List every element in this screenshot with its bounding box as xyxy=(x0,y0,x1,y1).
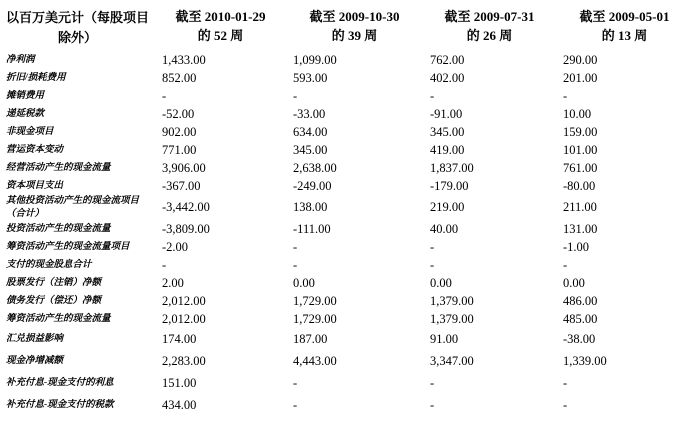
cell-value: -33.00 xyxy=(293,106,326,121)
cell-value: 771.00 xyxy=(162,142,197,157)
units-header: 以百万美元计（每股项目除外） xyxy=(5,10,149,45)
cell-value: 486.00 xyxy=(563,294,598,309)
cell-value: -111.00 xyxy=(293,222,331,237)
cell-value: 634.00 xyxy=(293,124,328,139)
cell-value: 131.00 xyxy=(563,222,598,237)
column-header-period-2 xyxy=(286,4,423,51)
table-row xyxy=(0,373,693,395)
row-label: 股票发行（注销）净额 xyxy=(6,278,102,289)
cell-value: -1.00 xyxy=(563,240,590,255)
row-label: 净利润 xyxy=(6,54,35,65)
column-header-period-3 xyxy=(423,4,556,51)
cell-value: - xyxy=(430,88,435,103)
cell-value: - xyxy=(293,240,298,255)
column-period: 的 26 周 xyxy=(466,27,513,43)
table-row xyxy=(0,311,693,329)
table-row xyxy=(0,329,693,351)
cell-value: 101.00 xyxy=(563,142,598,157)
row-label: 筹资活动产生的现金流量 xyxy=(6,314,111,325)
cell-value: 761.00 xyxy=(563,160,598,175)
cell-value: - xyxy=(430,376,435,391)
row-label: 摊销费用 xyxy=(6,90,45,101)
table-row xyxy=(0,257,693,275)
row-label: 补充付息-现金支付的税款 xyxy=(6,400,114,411)
cell-value: 219.00 xyxy=(430,200,465,215)
cell-value: -80.00 xyxy=(563,178,596,193)
cell-value: 138.00 xyxy=(293,200,328,215)
cell-value: 290.00 xyxy=(563,52,598,67)
column-period: 的 13 周 xyxy=(601,27,648,43)
cell-value: - xyxy=(293,88,298,103)
cell-value: 1,339.00 xyxy=(563,354,607,369)
cell-value: 2,638.00 xyxy=(293,160,337,175)
table-row xyxy=(0,51,693,69)
cell-value: 1,099.00 xyxy=(293,52,337,67)
cell-value: - xyxy=(430,240,435,255)
cell-value: 151.00 xyxy=(162,376,197,391)
cell-value: 1,837.00 xyxy=(430,160,474,175)
column-date: 截至 2009-05-01 xyxy=(579,9,670,24)
cell-value: 1,379.00 xyxy=(430,294,474,309)
table-header xyxy=(0,4,693,51)
cell-value: - xyxy=(430,258,435,273)
table-row xyxy=(0,69,693,87)
cell-value: - xyxy=(563,376,568,391)
cell-value: - xyxy=(430,398,435,413)
table-row xyxy=(0,141,693,159)
table-row xyxy=(0,87,693,105)
cell-value: - xyxy=(162,258,167,273)
column-period: 的 39 周 xyxy=(331,27,378,43)
table-row xyxy=(0,293,693,311)
row-label: 投资活动产生的现金流量 xyxy=(6,224,111,235)
cell-value: 345.00 xyxy=(293,142,328,157)
cell-value: 211.00 xyxy=(563,200,597,215)
cell-value: 434.00 xyxy=(162,398,197,413)
row-label: 汇兑损益影响 xyxy=(6,334,64,345)
cell-value: -367.00 xyxy=(162,178,201,193)
table-row xyxy=(0,221,693,239)
cell-value: 4,443.00 xyxy=(293,354,337,369)
cell-value: 201.00 xyxy=(563,70,598,85)
cell-value: 485.00 xyxy=(563,312,598,327)
cell-value: 159.00 xyxy=(563,124,598,139)
cell-value: 852.00 xyxy=(162,70,197,85)
column-date: 截至 2009-10-30 xyxy=(309,9,400,24)
cell-value: - xyxy=(293,376,298,391)
cell-value: 174.00 xyxy=(162,332,197,347)
cell-value: -52.00 xyxy=(162,106,195,121)
cell-value: -249.00 xyxy=(293,178,332,193)
cell-value: 10.00 xyxy=(563,106,592,121)
row-label: 非现金项目 xyxy=(6,126,54,137)
cell-value: 762.00 xyxy=(430,52,465,67)
table-row xyxy=(0,239,693,257)
cell-value: - xyxy=(563,88,568,103)
cell-value: 187.00 xyxy=(293,332,328,347)
cell-value: -2.00 xyxy=(162,240,189,255)
cell-value: 402.00 xyxy=(430,70,465,85)
cell-value: 1,379.00 xyxy=(430,312,474,327)
cell-value: - xyxy=(563,398,568,413)
cell-value: 2.00 xyxy=(162,276,184,291)
column-header-period-4 xyxy=(556,4,693,51)
cell-value: 902.00 xyxy=(162,124,197,139)
table-row xyxy=(0,123,693,141)
cell-value: 345.00 xyxy=(430,124,465,139)
cell-value: -38.00 xyxy=(563,332,596,347)
cell-value: 1,433.00 xyxy=(162,52,206,67)
cell-value: 1,729.00 xyxy=(293,294,337,309)
table-row xyxy=(0,177,693,195)
cell-value: 40.00 xyxy=(430,222,459,237)
cell-value: 0.00 xyxy=(293,276,315,291)
column-header-period-1 xyxy=(155,4,286,51)
cell-value: 419.00 xyxy=(430,142,465,157)
cell-value: - xyxy=(293,258,298,273)
cell-value: - xyxy=(293,398,298,413)
table-body xyxy=(0,51,693,417)
cell-value: -91.00 xyxy=(430,106,463,121)
table-row xyxy=(0,105,693,123)
row-label: 递延税款 xyxy=(6,108,45,119)
cell-value: -3,809.00 xyxy=(162,222,210,237)
cell-value: 0.00 xyxy=(430,276,452,291)
table-row xyxy=(0,275,693,293)
row-label: 资本项目支出 xyxy=(6,180,64,191)
cell-value: -179.00 xyxy=(430,178,469,193)
cell-value: 91.00 xyxy=(430,332,459,347)
cell-value: - xyxy=(162,88,167,103)
table-row xyxy=(0,395,693,417)
cell-value: 2,012.00 xyxy=(162,312,206,327)
cell-value: 1,729.00 xyxy=(293,312,337,327)
row-label: 补充付息-现金支付的利息 xyxy=(6,378,114,389)
table-row xyxy=(0,159,693,177)
cell-value: 2,012.00 xyxy=(162,294,206,309)
row-label: 营运资本变动 xyxy=(6,144,64,155)
cell-value: 3,906.00 xyxy=(162,160,206,175)
row-label: 折旧/损耗费用 xyxy=(6,72,66,83)
column-date: 截至 2010-01-29 xyxy=(175,9,266,24)
row-label: 现金净增减额 xyxy=(6,356,64,367)
row-label: 筹资活动产生的现金流量项目 xyxy=(6,242,130,253)
column-period: 的 52 周 xyxy=(197,27,244,43)
cell-value: 2,283.00 xyxy=(162,354,206,369)
cell-value: - xyxy=(563,258,568,273)
column-date: 截至 2009-07-31 xyxy=(444,9,535,24)
row-label: 债务发行（偿还）净额 xyxy=(6,296,102,307)
table-row xyxy=(0,195,693,221)
cell-value: 593.00 xyxy=(293,70,328,85)
cash-flow-statement-table xyxy=(0,4,693,417)
header-row xyxy=(0,4,693,51)
cell-value: -3,442.00 xyxy=(162,200,210,215)
cell-value: 3,347.00 xyxy=(430,354,474,369)
row-label: 经营活动产生的现金流量 xyxy=(6,162,111,173)
table-row xyxy=(0,351,693,373)
row-label: 支付的现金股息合计 xyxy=(6,260,92,271)
cell-value: 0.00 xyxy=(563,276,585,291)
row-label: 其他投资活动产生的现金流项目（合计） xyxy=(6,196,140,219)
